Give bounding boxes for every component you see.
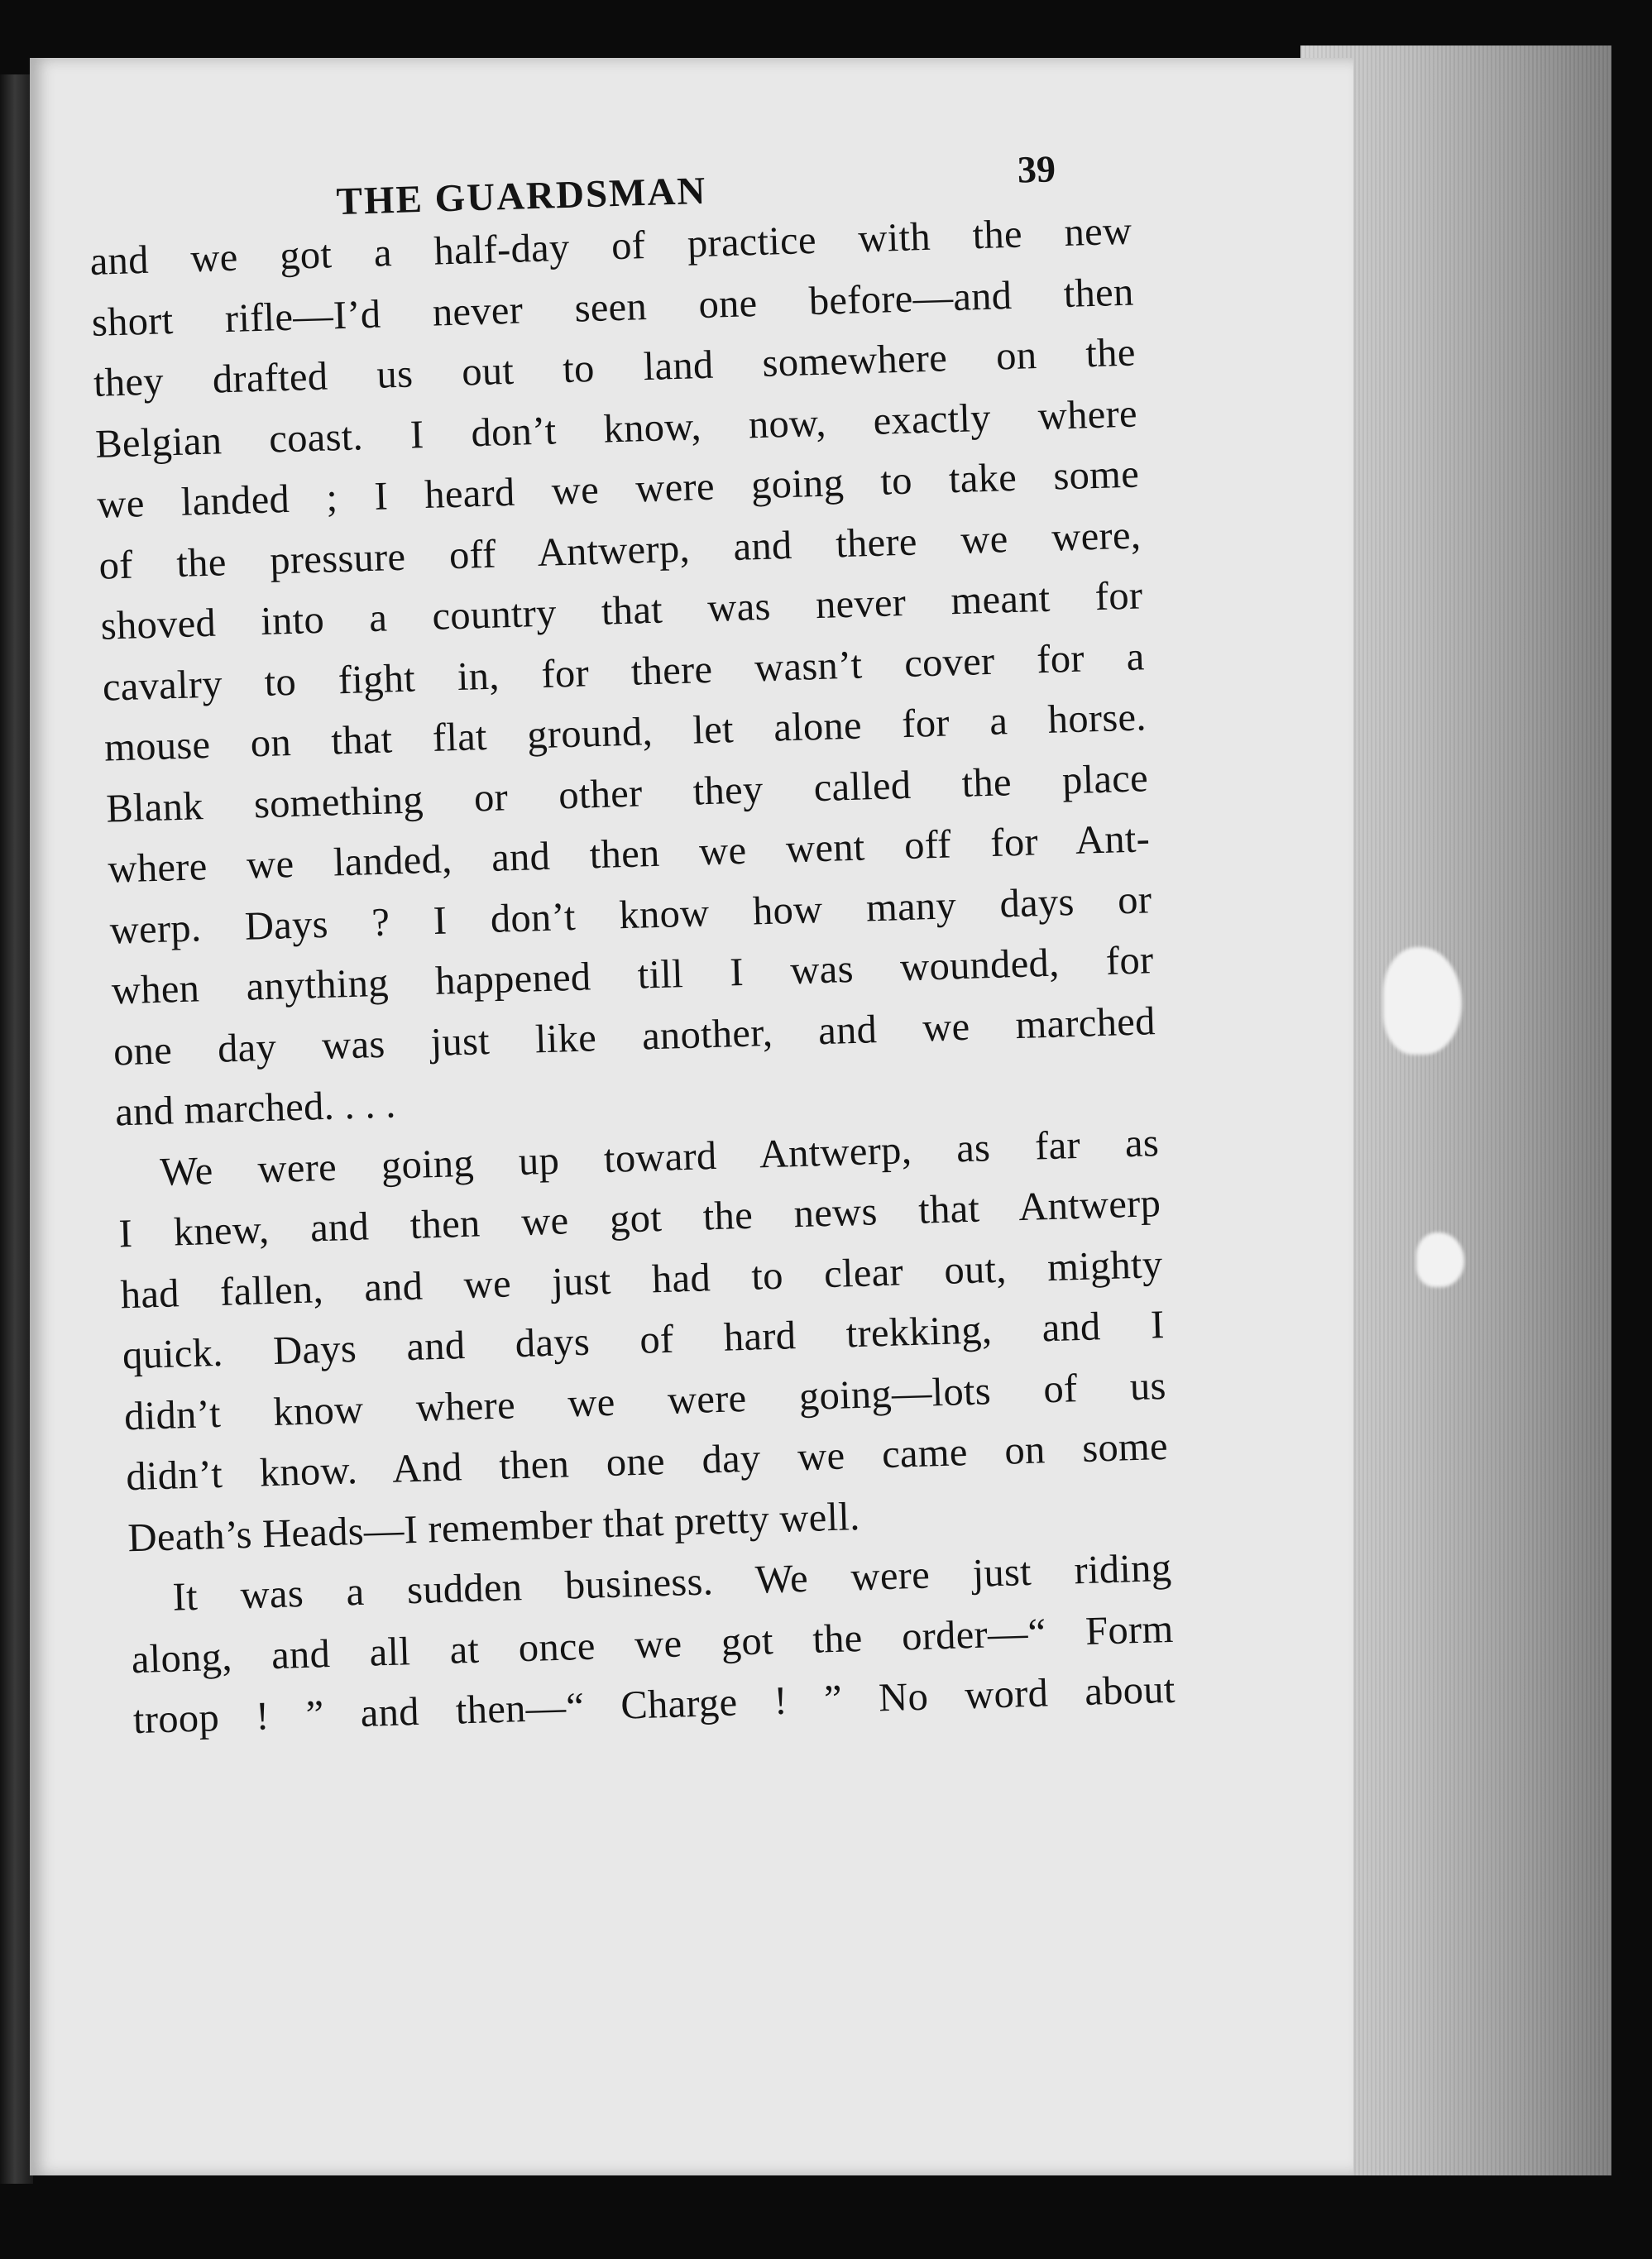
text-line: cavalry to fight in, for there wasn’t cover for a: [102, 634, 1146, 710]
text-line: Death’s Heads—I remember that pretty well.: [127, 1494, 861, 1560]
paper-stain: [1383, 947, 1462, 1055]
text-line: troop ! ” and then—“ Charge ! ” No word about: [132, 1667, 1176, 1743]
text-line: where we landed, and then we went off for Ant-: [107, 816, 1151, 892]
paragraph: [89, 201, 1158, 1143]
text-line: one day was just like another, and we marched: [113, 998, 1156, 1074]
book-cover-edge: [0, 74, 33, 2184]
text-line: Belgian coast. I don’t know, now, exactly where: [94, 390, 1138, 467]
text-line: didn’t know. And then one day we came on some: [125, 1424, 1169, 1500]
text-line: and marched. . . .: [114, 1082, 397, 1135]
page-text: [87, 127, 1176, 1751]
text-line: when anything happened till I was wounded, for: [111, 938, 1155, 1013]
text-line: had fallen, and we just had to clear out, mighty: [120, 1242, 1164, 1317]
text-line: didn’t know where we were going—lots of us: [123, 1363, 1167, 1438]
text-line: along, and all at once we got the order—“ Form: [131, 1606, 1175, 1682]
text-line: quick. Days and days of hard trekking, and I: [122, 1302, 1166, 1378]
text-line: shoved into a country that was never meant for: [100, 573, 1144, 649]
text-line: It was a sudden business. We were just riding: [171, 1545, 1172, 1620]
paper-stain: [1416, 1232, 1464, 1287]
text-line: they drafted us out to land somewhere on the: [93, 330, 1137, 405]
text-line: short rifle—I’d never seen one before—and then: [91, 270, 1135, 345]
paragraph: [116, 1113, 1171, 1569]
text-line: mouse on that flat ground, let alone for a horse.: [103, 695, 1147, 770]
text-line: of the pressure off Antwerp, and there we were,: [98, 512, 1142, 588]
text-line: We were going up toward Antwerp, as far as: [159, 1120, 1160, 1194]
text-line: and we got a half-day of practice with the new: [89, 208, 1132, 284]
text-line: werp. Days ? I don’t know how many days or: [108, 877, 1152, 953]
paragraph: [129, 1538, 1176, 1751]
text-line: Blank something or other they called the place: [105, 755, 1149, 831]
page-number: 39: [1017, 147, 1056, 191]
text-line: I knew, and then we got the news that Antwerp: [117, 1181, 1161, 1256]
running-title: THE GUARDSMAN: [335, 169, 708, 224]
text-line: we landed ; I heard we were going to take some: [96, 452, 1140, 527]
